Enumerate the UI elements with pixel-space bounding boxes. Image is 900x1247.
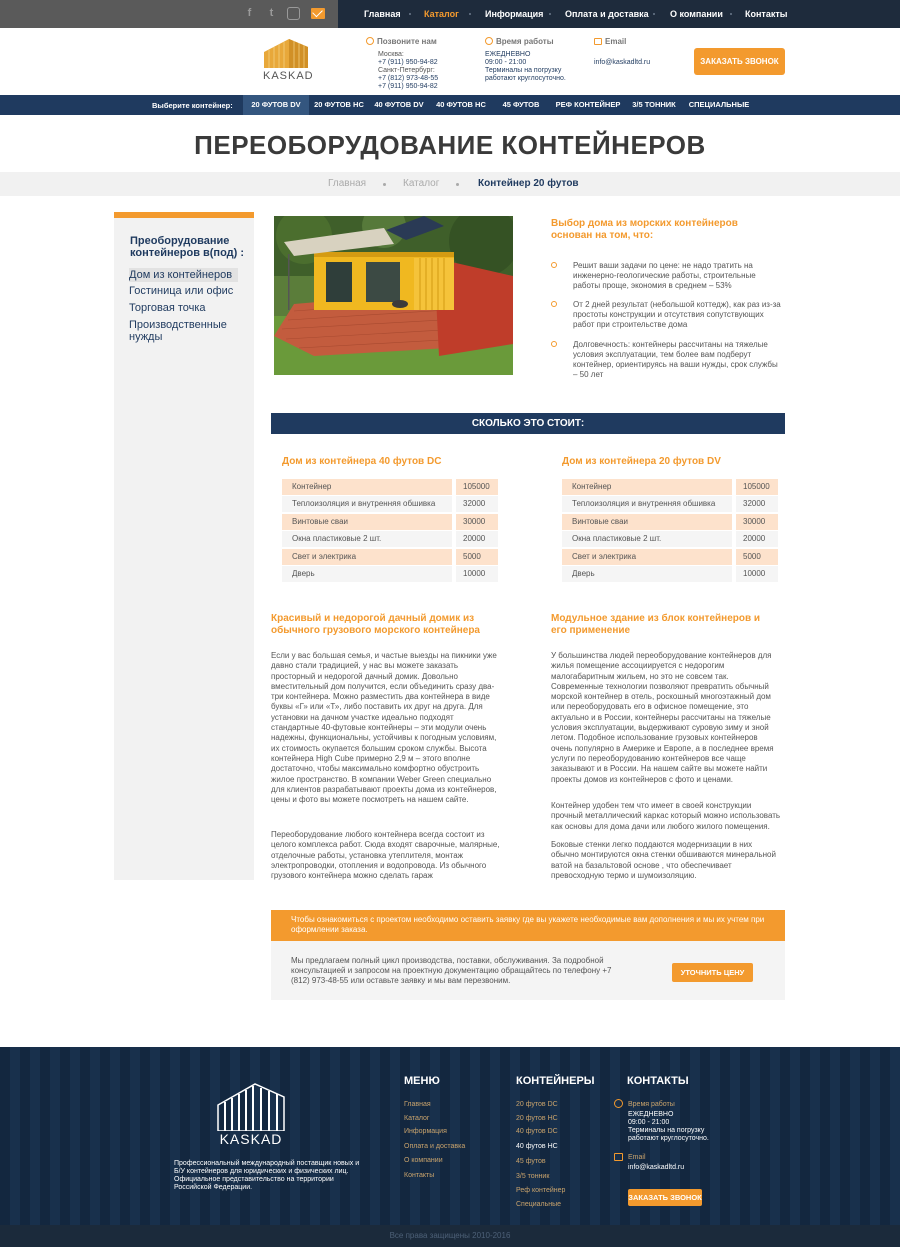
table-row <box>562 479 778 495</box>
price-value: 10000 <box>736 566 778 582</box>
clock-icon <box>485 37 493 45</box>
phones-title: Позвоните нам <box>377 37 437 46</box>
container-house-photo <box>274 216 513 375</box>
price-item: Окна пластиковые 2 шт. <box>562 531 732 547</box>
sidebar <box>114 212 254 880</box>
phone-line: Москва: <box>378 51 404 58</box>
footer-hours-label: Время работы <box>628 1101 675 1108</box>
header-email <box>594 37 684 69</box>
feature-item: Долговечность: контейнеры рассчитаны на тяжелые условия эксплуатации, тем более вам подберут контейнер, ориентируясь на ваши нужды, срок службы – 50 лет <box>573 340 778 379</box>
bullet-icon <box>551 301 557 307</box>
bullet-icon <box>551 341 557 347</box>
price-item: Теплоизоляция и внутренняя обшивка <box>562 496 732 512</box>
nav-separator <box>549 13 551 15</box>
envelope-icon <box>594 38 602 45</box>
email-link[interactable]: info@kaskadltd.ru <box>594 59 651 66</box>
tab-reefer[interactable]: РЕФ КОНТЕЙНЕР <box>555 100 621 109</box>
price-item: Контейнер <box>562 479 732 495</box>
phone-line[interactable]: +7 (911) 950-94-82 <box>378 83 438 90</box>
topnav-home[interactable]: Главная <box>364 9 401 19</box>
logo-text[interactable]: KASKAD <box>263 70 314 82</box>
topnav-payment[interactable]: Оплата и доставка <box>565 9 649 19</box>
price-value: 105000 <box>456 479 498 495</box>
table-row <box>562 549 778 565</box>
footer-container-link[interactable]: 40 футов HC <box>516 1143 558 1150</box>
instagram-icon[interactable] <box>287 7 300 20</box>
price-table-20dv <box>562 479 778 583</box>
header-hours <box>485 37 595 83</box>
tab-special[interactable]: СПЕЦИАЛЬНЫЕ <box>688 100 750 109</box>
hours-title: Время работы <box>496 37 554 46</box>
table-row <box>562 531 778 547</box>
price-value: 105000 <box>736 479 778 495</box>
table-row <box>282 566 498 582</box>
footer-email-link[interactable]: info@kaskadltd.ru <box>628 1164 685 1171</box>
price-value: 32000 <box>736 496 778 512</box>
footer-container-link[interactable]: 20 футов DC <box>516 1101 558 1108</box>
phone-icon <box>366 37 374 45</box>
article-paragraph: Если у вас большая семья, и частые выезды на пикники уже давно стали традицией, у нас вы можете заказать просторный и недорогой дачный домик. Довольно вместительный дом получится, если объединить сразу два-три контейнера. Можно разместить два контейнера в виде буквы «Г» или «Т», либо поставить их друг на друга. Для установки на дачном участке идеально подходят стандартные 40-футовые контейнеры – эти модули очень надежны, функциональны, устойчивы к погодным условиям, их стоимость окупается большим сроком службы. Высота контейнера High Cube примерно 2,9 м – этого вполне достаточно, чтобы максимально комфортно обустроить жилое пространство. В компании Weber Green специально для клиентов разрабатывают проекты дома из контейнеров, цены и фото вы можете посмотреть на нашем сайте. <box>271 651 497 805</box>
price-table-title: Дом из контейнера 40 футов DC <box>282 456 442 467</box>
footer-containers-title: КОНТЕЙНЕРЫ <box>516 1075 595 1087</box>
price-value: 10000 <box>456 566 498 582</box>
tab-40-dv[interactable]: 40 ФУТОВ DV <box>374 100 424 109</box>
feature-item: От 2 дней результат (небольшой коттедж), как раз из-за простоты конструкции и отсутствия сопутствующих работ при строительстве дома <box>573 300 781 329</box>
cost-heading: СКОЛЬКО ЭТО СТОИТ: <box>271 413 785 434</box>
price-item: Дверь <box>282 566 452 582</box>
hours-line: ЕЖЕДНЕВНО <box>485 51 531 58</box>
bullet-icon <box>551 262 557 268</box>
table-row <box>282 514 498 530</box>
topnav-about[interactable]: О компании <box>670 9 723 19</box>
price-item: Винтовые сваи <box>282 514 452 530</box>
breadcrumb <box>0 172 900 196</box>
tab-20-hc[interactable]: 20 ФУТОВ HC <box>314 100 364 109</box>
price-item: Свет и электрика <box>562 549 732 565</box>
top-bar-social-area <box>0 0 338 28</box>
footer-menu-link[interactable]: Контакты <box>404 1172 435 1179</box>
footer-container-link[interactable]: 20 футов HC <box>516 1115 558 1122</box>
footer-container-link[interactable]: 40 футов DC <box>516 1128 558 1135</box>
footer-menu-link[interactable]: Информация <box>404 1128 447 1135</box>
footer-container-link[interactable]: Реф контейнер <box>516 1187 566 1194</box>
table-row <box>282 549 498 565</box>
mail-icon[interactable] <box>311 8 325 19</box>
footer-hours-line: работают круглосуточно. <box>628 1135 709 1142</box>
price-item: Свет и электрика <box>282 549 452 565</box>
phone-line: Санкт-Петербург: <box>378 67 435 74</box>
article-paragraph: Переоборудование любого контейнера всегда состоит из целого комплекса работ. Сюда входят сварочные, малярные, отделочные работы, установка утеплителя, монтаж электропроводки, отопления и водопровода. Из обычного грузового контейнера можно сделать гараж <box>271 830 500 881</box>
footer-hours-line: 09:00 - 21:00 <box>628 1119 670 1126</box>
top-bar <box>0 0 900 28</box>
footer-menu-link[interactable]: О компании <box>404 1157 443 1164</box>
cta-box <box>271 941 785 1000</box>
tab-3-5-ton[interactable]: 3/5 ТОННИК <box>632 100 676 109</box>
footer-container-link[interactable]: 3/5 тонник <box>516 1173 550 1180</box>
order-call-button[interactable]: ЗАКАЗАТЬ ЗВОНОК <box>694 48 785 75</box>
price-value: 32000 <box>456 496 498 512</box>
article-title: Модульное здание из блок контейнеров и его применение <box>551 613 761 636</box>
table-row <box>562 496 778 512</box>
price-item: Контейнер <box>282 479 452 495</box>
footer <box>0 1047 900 1225</box>
sidebar-item-house[interactable]: Дом из контейнеров <box>129 268 238 282</box>
price-value: 20000 <box>456 531 498 547</box>
price-table-40dc <box>282 479 498 583</box>
topnav-catalog[interactable]: Каталог <box>424 9 459 19</box>
sidebar-title: Преоборудование контейнеров в(под) : <box>130 235 245 259</box>
article-paragraph: Контейнер удобен тем что имеет в своей конструкции прочный металлический каркас который можно использовать как основы для дома дачи или любого жилого помещения. <box>551 801 781 831</box>
footer-menu-title: МЕНЮ <box>404 1075 440 1087</box>
price-value: 5000 <box>456 549 498 565</box>
twitter-icon[interactable]: t <box>269 7 274 19</box>
table-row <box>282 479 498 495</box>
topnav-contacts[interactable]: Контакты <box>745 9 788 19</box>
nav-separator <box>409 13 411 15</box>
phone-line[interactable]: +7 (812) 973-48-55 <box>378 75 439 82</box>
hours-line: работают круглосуточно. <box>485 75 566 82</box>
container-selector-label: Выберите контейнер: <box>152 101 233 110</box>
footer-logo-text[interactable]: KASKAD <box>219 1131 283 1147</box>
footer-container-link[interactable]: 45 футов <box>516 1158 546 1165</box>
sidebar-item-hotel[interactable]: Гостиница или офис <box>129 285 234 297</box>
price-table-title: Дом из контейнера 20 футов DV <box>562 456 721 467</box>
table-row <box>562 514 778 530</box>
table-row <box>282 531 498 547</box>
footer-logo-icon[interactable] <box>217 1083 285 1131</box>
footer-menu-link[interactable]: Главная <box>404 1101 431 1108</box>
clarify-price-button[interactable]: УТОЧНИТЬ ЦЕНУ <box>672 963 753 982</box>
price-item: Окна пластиковые 2 шт. <box>282 531 452 547</box>
price-value: 20000 <box>736 531 778 547</box>
header-phones <box>366 37 476 91</box>
price-value: 30000 <box>736 514 778 530</box>
footer-hours <box>628 1111 709 1143</box>
envelope-icon <box>614 1153 623 1161</box>
email-title: Email <box>605 37 627 46</box>
tab-45[interactable]: 45 ФУТОВ <box>502 100 540 109</box>
facebook-icon[interactable]: f <box>247 7 252 19</box>
table-row <box>562 566 778 582</box>
nav-separator <box>653 13 655 15</box>
clock-icon <box>614 1099 623 1108</box>
tab-20-dv[interactable]: 20 ФУТОВ DV <box>243 95 309 115</box>
footer-menu-link[interactable]: Каталог <box>404 1115 430 1122</box>
price-item: Теплоизоляция и внутренняя обшивка <box>282 496 452 512</box>
page-title: ПЕРЕОБОРУДОВАНИЕ КОНТЕЙНЕРОВ <box>194 130 706 160</box>
feature-item: Решит ваши задачи по цене: не надо тратить на инженерно-геологические работы, строительные работы проще, экономия в среднем – 53% <box>573 261 756 290</box>
footer-description: Профессиональный международный поставщик новых и Б/У контейнеров для юридических и физических лиц. Официальное представительство на территории Российской Федерации. <box>174 1160 360 1191</box>
footer-hours-line: ЕЖЕДНЕВНО <box>628 1111 674 1118</box>
features-title: Выбор дома из морских контейнеров основан на том, что: <box>551 218 738 241</box>
footer-hours-line: Терминалы на погрузку <box>628 1127 705 1134</box>
footer-container-link[interactable]: Специальные <box>516 1201 562 1208</box>
sidebar-item-retail[interactable]: Торговая точка <box>129 302 206 314</box>
hours-line: 09:00 - 21:00 <box>485 59 527 66</box>
container-selector-bar <box>0 95 900 115</box>
breadcrumb-separator <box>456 183 459 186</box>
tab-40-hc[interactable]: 40 ФУТОВ HC <box>436 100 486 109</box>
cta-banner: Чтобы ознакомиться с проектом необходимо оставить заявку где вы укажете необходимые вам дополнения и мы их учтем при оформлении заказа. <box>271 910 785 941</box>
breadcrumb-current: Контейнер 20 футов <box>478 178 579 189</box>
breadcrumb-home[interactable]: Главная <box>328 178 367 189</box>
article-paragraph: У большинства людей переоборудование контейнеров для жилья помещение ассоциируется с недорогим малогабаритным жильем, но это не совсем так. Современные технологии позволяют превратить обычный морской контейнер в отель, роскошный многоэтажный дом или переоборудовать его в офисное помещение, это актуально и в России, контейнеры рассчитаны на тяжелые условия эксплуатации, выдерживают суровую зиму и зной летом. Подобное использование грузовых контейнеров очень популярно в Америке и Европе, а в последнее время услуги по переоборудованию контейнеров все чаще заказывают и в России. На нашем сайте вы можете найти проекты домов из контейнеров с фото и ценами. <box>551 651 774 784</box>
copyright: Все права защищены 2010-2016 <box>0 1225 900 1247</box>
footer-menu-link[interactable]: Оплата и доставка <box>404 1143 466 1150</box>
footer-order-call-button[interactable]: ЗАКАЗАТЬ ЗВОНОК <box>628 1189 702 1206</box>
price-value: 30000 <box>456 514 498 530</box>
breadcrumb-catalog[interactable]: Каталог <box>403 178 440 189</box>
cta-text: Мы предлагаем полный цикл производства, поставки, обслуживания. За подробной консультацией и запросом на проектную документацию обращайтесь по телефону +7 (812) 973-48-55 или оставьте заявку и мы вам перезвоним. <box>291 956 612 985</box>
nav-separator <box>469 13 471 15</box>
footer-email-label: Email <box>628 1154 646 1161</box>
table-row <box>282 496 498 512</box>
phone-line[interactable]: +7 (911) 950-94-82 <box>378 59 438 66</box>
article-paragraph: Боковые стенки легко поддаются модернизации в них обычно монтируются окна стенки обшиваются минеральной ватой на базальтовой основе , что обеспечивает превосходную термо и шумоизоляцию. <box>551 840 776 880</box>
breadcrumb-separator <box>383 183 386 186</box>
footer-contacts-title: КОНТАКТЫ <box>627 1075 689 1087</box>
article-title: Красивый и недорогой дачный домик из обычного грузового морского контейнера <box>271 613 480 636</box>
logo-icon[interactable] <box>263 38 309 68</box>
nav-separator <box>730 13 732 15</box>
price-value: 5000 <box>736 549 778 565</box>
topnav-info[interactable]: Информация <box>485 9 544 19</box>
price-item: Винтовые сваи <box>562 514 732 530</box>
hours-line: Терминалы на погрузку <box>485 67 562 74</box>
sidebar-item-industrial[interactable]: Производственные нужды <box>129 319 227 343</box>
price-item: Дверь <box>562 566 732 582</box>
